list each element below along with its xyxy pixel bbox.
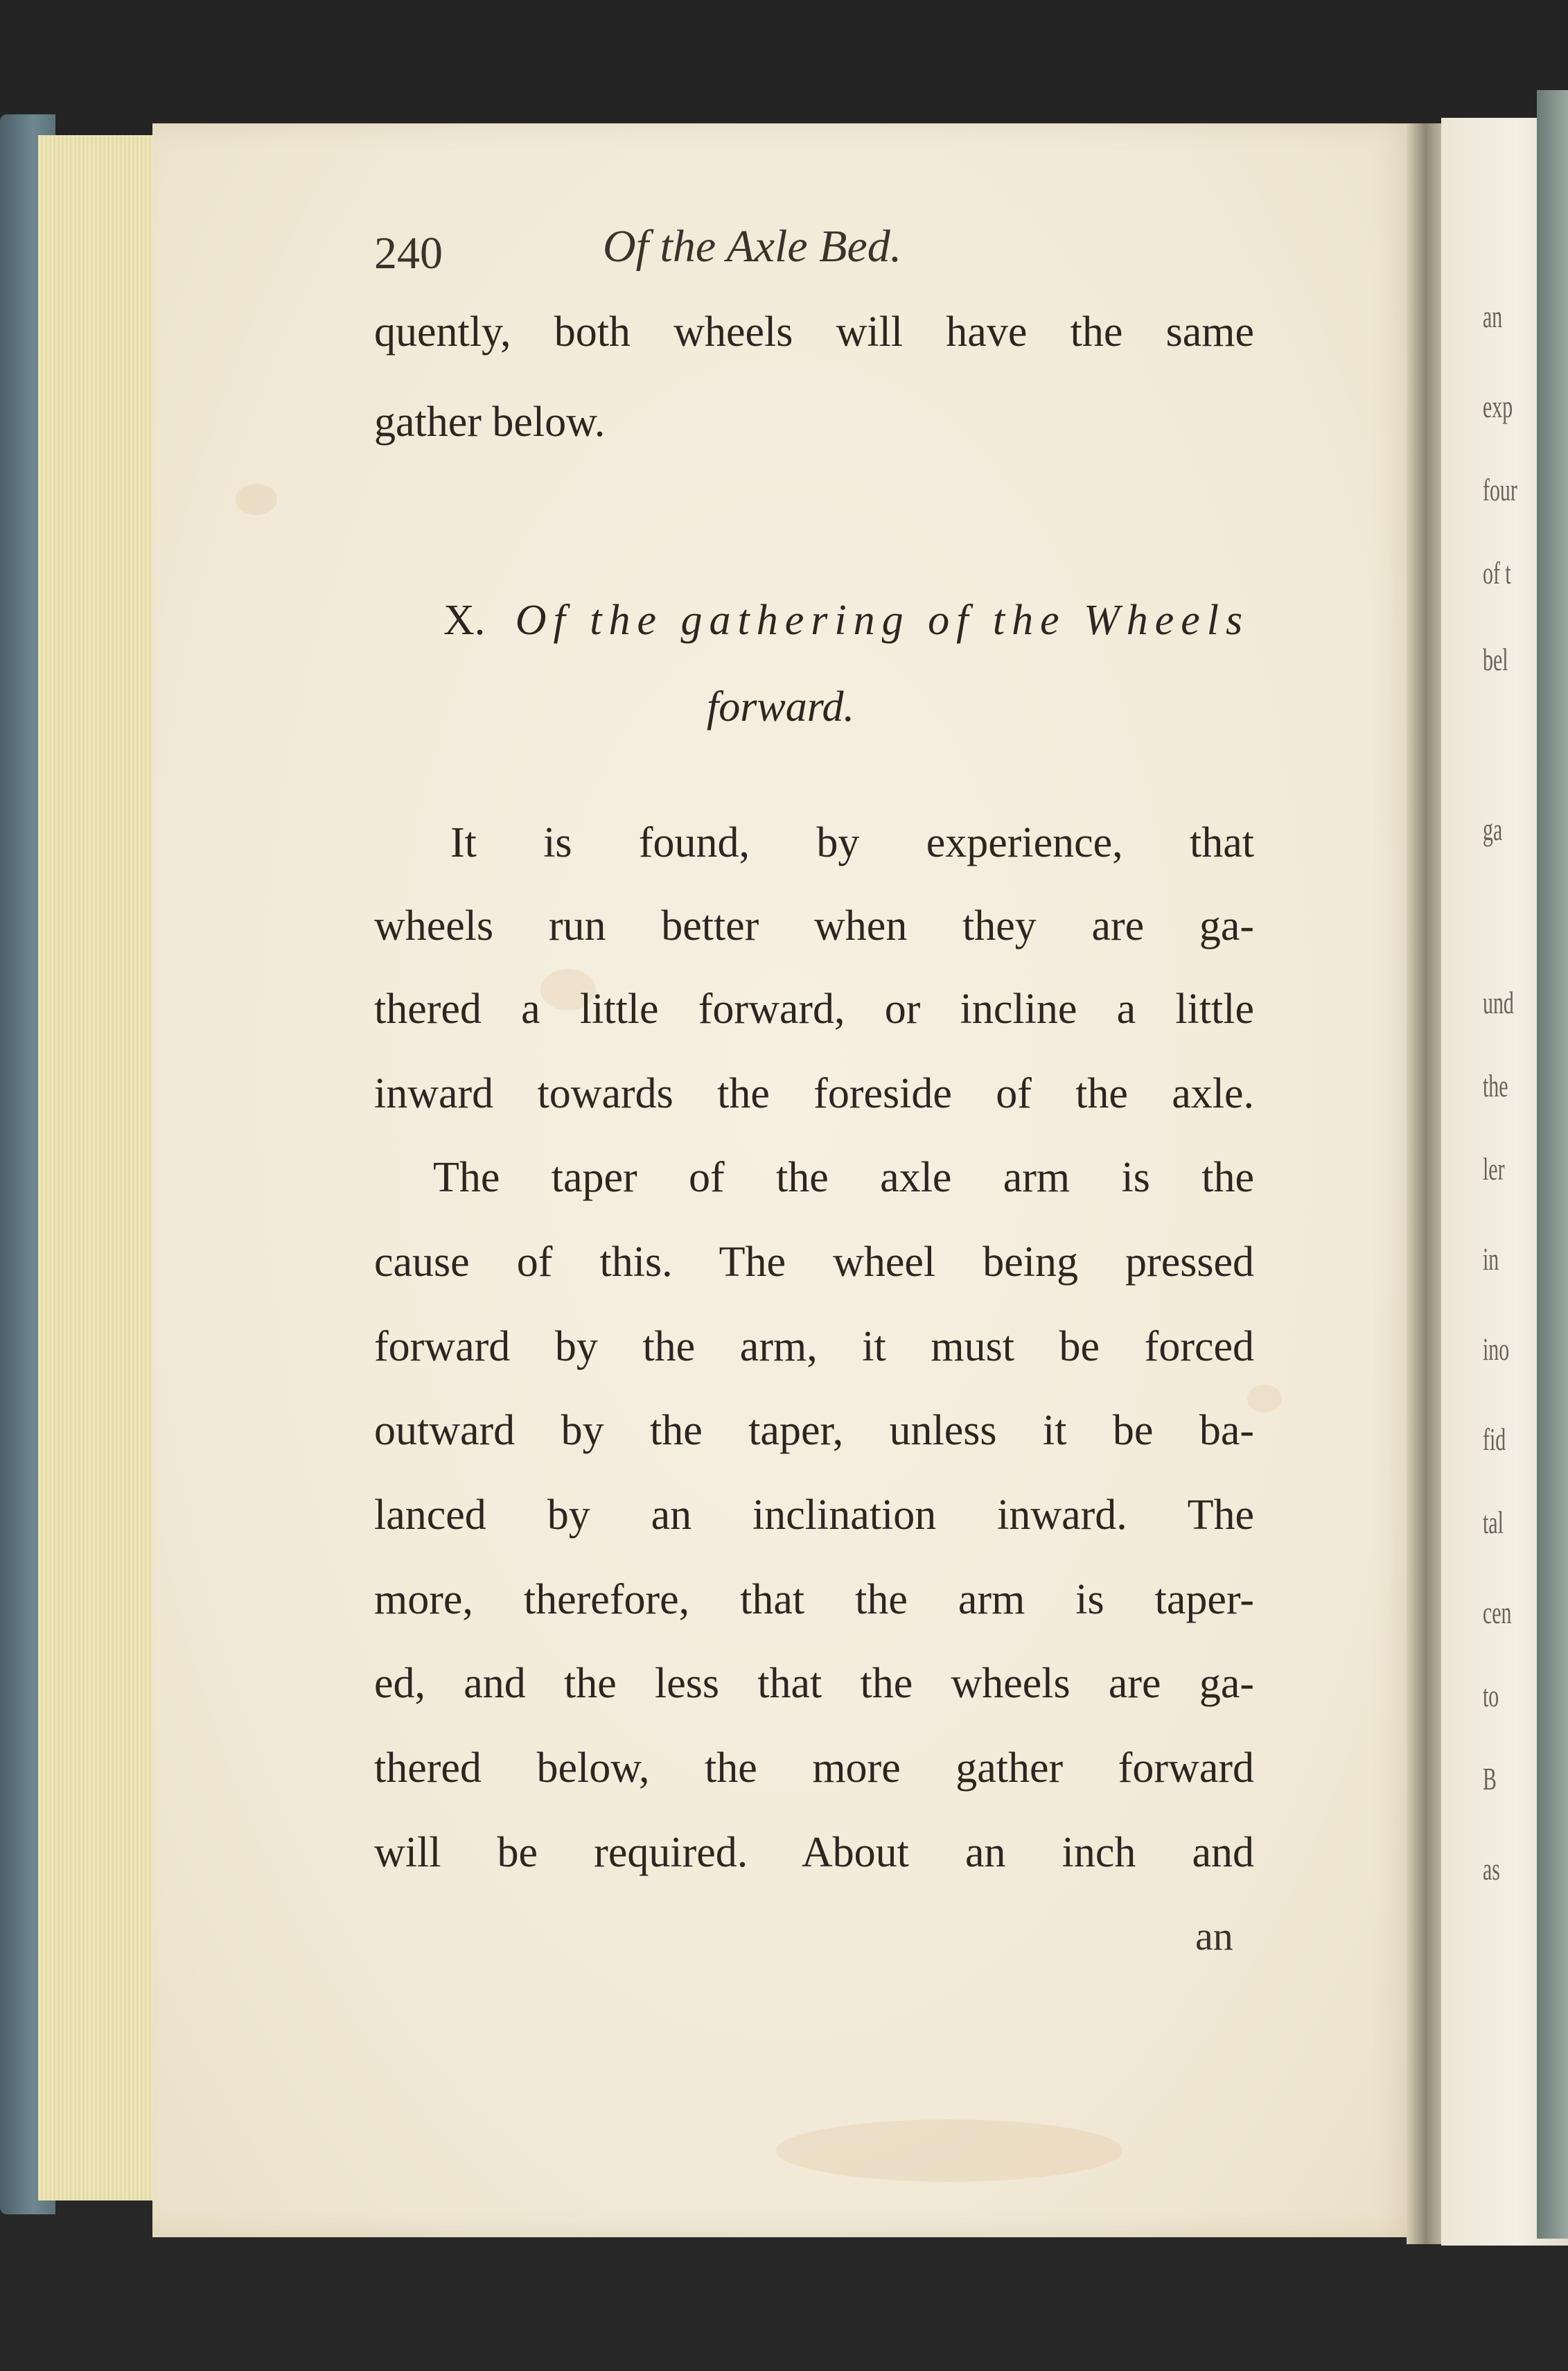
facing-page-fragment: an <box>1483 299 1503 334</box>
facing-page-fragment: of t <box>1483 555 1511 590</box>
foxing-spot <box>776 2119 1122 2182</box>
text-line: outward by the taper, unless it be ba- <box>374 1407 1254 1454</box>
facing-page-fragment: the <box>1483 1068 1508 1103</box>
facing-page-edge <box>1537 90 1568 2239</box>
facing-page-fragment: ino <box>1483 1331 1510 1367</box>
text-line: gather below. <box>374 399 606 446</box>
facing-page-fragment: bel <box>1483 642 1508 677</box>
facing-page-fragment: ler <box>1483 1151 1505 1187</box>
facing-page-fragment: to <box>1483 1678 1499 1713</box>
catchword: an <box>1195 1914 1233 1959</box>
text-line: forward by the arm, it must be forced <box>374 1323 1254 1370</box>
text-line: It is found, by experience, that <box>450 819 1254 866</box>
facing-page-fragment: fid <box>1483 1421 1506 1457</box>
text-line: will be required. About an inch and <box>374 1829 1254 1876</box>
text-line: more, therefore, that the arm is taper- <box>374 1576 1254 1623</box>
facing-page-fragment: ga <box>1483 812 1503 847</box>
text-line: cause of this. The wheel being pressed <box>374 1239 1254 1286</box>
text-line: inward towards the foreside of the axle. <box>374 1070 1254 1117</box>
facing-page-fragment: in <box>1483 1241 1499 1277</box>
running-header <box>374 220 1247 290</box>
text-line: thered below, the more gather forward <box>374 1744 1254 1792</box>
page-block-edges <box>38 135 157 2201</box>
facing-page-fragment: cen <box>1483 1595 1512 1630</box>
foxing-spot <box>236 484 277 515</box>
facing-page-fragment: as <box>1483 1851 1500 1887</box>
text-line: wheels run better when they are ga- <box>374 902 1254 950</box>
section-heading <box>443 596 1250 645</box>
section-title-continuation: forward. <box>707 683 855 730</box>
text-line: lanced by an inclination inward. The <box>374 1491 1254 1539</box>
text-line: ed, and the less that the wheels are ga- <box>374 1660 1254 1707</box>
section-title: Of the gathering of the Wheels <box>515 597 1250 644</box>
facing-page-fragment: und <box>1483 985 1514 1020</box>
facing-page-fragment: B <box>1483 1761 1497 1796</box>
facing-page-fragment: exp <box>1483 389 1513 424</box>
page-number: 240 <box>374 228 443 279</box>
section-heading-continuation <box>707 683 984 732</box>
text-line: quently, both wheels will have the same <box>374 308 1254 356</box>
section-number: X. <box>443 597 486 644</box>
running-head: Of the Axle Bed. <box>603 221 902 272</box>
facing-page-fragment: four <box>1483 472 1517 507</box>
text-line: thered a little forward, or incline a little <box>374 986 1254 1033</box>
text-line: The taper of the axle arm is the <box>433 1154 1254 1201</box>
page-gutter <box>1407 123 1445 2244</box>
facing-page-fragment: tal <box>1483 1505 1504 1540</box>
